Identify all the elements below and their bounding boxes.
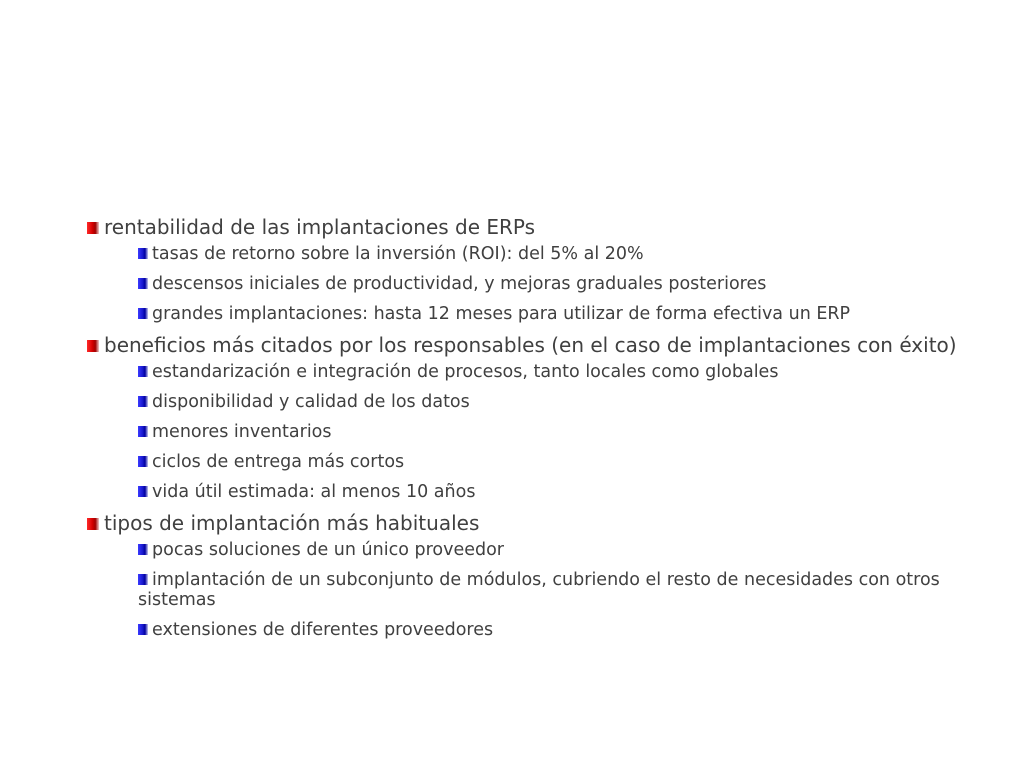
bullet-level2 [138, 540, 967, 560]
bullet-level2-text: tasas de retorno sobre la inversión (ROI): del 5% al 20% [152, 244, 644, 264]
blue-square-bullet-icon [138, 308, 148, 319]
bullet-level2-text: grandes implantaciones: hasta 12 meses para utilizar de forma efectiva un ERP [152, 304, 851, 324]
bullet-level2 [138, 362, 967, 382]
section-beneficios [87, 334, 967, 502]
blue-square-bullet-icon [138, 544, 148, 555]
blue-square-bullet-icon [138, 574, 148, 585]
bullet-level1-text: beneficios más citados por los responsables (en el caso de implantaciones con éxito) [104, 333, 957, 357]
bullet-level1 [87, 334, 967, 356]
blue-square-bullet-icon [138, 456, 148, 467]
blue-square-bullet-icon [138, 278, 148, 289]
blue-square-bullet-icon [138, 486, 148, 497]
sublist [138, 362, 967, 502]
blue-square-bullet-icon [138, 624, 148, 635]
bullet-level2-text: menores inventarios [152, 422, 332, 442]
bullet-level2 [138, 392, 967, 412]
bullet-level2-text: disponibilidad y calidad de los datos [152, 392, 470, 412]
blue-square-bullet-icon [138, 366, 148, 377]
bullet-level1-text: tipos de implantación más habituales [104, 511, 480, 535]
bullet-level2 [138, 244, 967, 264]
sublist [138, 244, 967, 324]
red-square-bullet-icon [87, 518, 99, 530]
bullet-level1 [87, 216, 967, 238]
blue-square-bullet-icon [138, 426, 148, 437]
bullet-level2 [138, 422, 967, 442]
bullet-level2 [138, 482, 967, 502]
bullet-level2-text: implantación de un subconjunto de módulos, cubriendo el resto de necesidades con otros sistemas [138, 570, 940, 610]
section-tipos [87, 512, 967, 640]
bullet-level2 [138, 570, 967, 610]
bullet-level2-text: extensiones de diferentes proveedores [152, 620, 494, 640]
bullet-level2-text: descensos iniciales de productividad, y mejoras graduales posteriores [152, 274, 767, 294]
bullet-level2 [138, 274, 967, 294]
bullet-level2-text: estandarización e integración de procesos, tanto locales como globales [152, 362, 779, 382]
slide-body [87, 216, 967, 650]
bullet-level2-text: vida útil estimada: al menos 10 años [152, 482, 476, 502]
sublist [138, 540, 967, 640]
red-square-bullet-icon [87, 222, 99, 234]
bullet-level2-text: ciclos de entrega más cortos [152, 452, 405, 472]
bullet-level2 [138, 452, 967, 472]
bullet-level2 [138, 620, 967, 640]
bullet-level2 [138, 304, 967, 324]
bullet-level1-text: rentabilidad de las implantaciones de ERPs [104, 215, 536, 239]
bullet-level1 [87, 512, 967, 534]
section-rentabilidad [87, 216, 967, 324]
blue-square-bullet-icon [138, 396, 148, 407]
blue-square-bullet-icon [138, 248, 148, 259]
bullet-level2-text: pocas soluciones de un único proveedor [152, 540, 504, 560]
red-square-bullet-icon [87, 340, 99, 352]
